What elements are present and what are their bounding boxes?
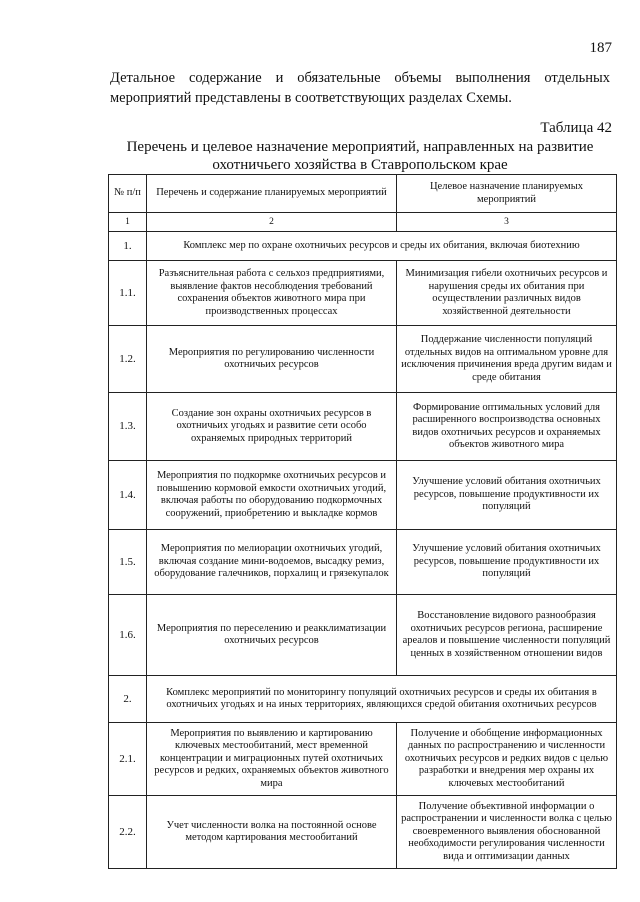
table-row xyxy=(109,796,617,869)
header-name: Перечень и содержание планируемых мероприятий xyxy=(147,175,397,213)
row-purpose: Восстановление видового разнообразия охотничьих ресурсов региона, расширение ареалов и повышение численности популяций ценных в хозяйственном отношении видов xyxy=(397,595,617,676)
column-number: 2 xyxy=(147,213,397,232)
row-num: 1.6. xyxy=(109,595,147,676)
section-row xyxy=(109,676,617,723)
row-purpose: Получение объективной информации о распространении и численности волка с целью своевременного выявления обоснованной необходимости регулирования численности вида и оптимизации данных xyxy=(397,796,617,869)
row-name: Мероприятия по выявлению и картированию ключевых местообитаний, мест временной концентрации и миграционных путей охотничьих ресурсов и редких, охраняемых объектов животного мира xyxy=(147,723,397,796)
column-number: 3 xyxy=(397,213,617,232)
row-num: 1.4. xyxy=(109,461,147,530)
row-name: Мероприятия по мелиорации охотничьих угодий, включая создание мини-водоемов, высадку ремиз, оборудование галечников, порхалищ и грязекупалок xyxy=(147,530,397,595)
table-label: Таблица 42 xyxy=(540,120,612,136)
row-name: Учет численности волка на постоянной основе методом картирования местообитаний xyxy=(147,796,397,869)
row-name: Мероприятия по переселению и реакклиматизации охотничьих ресурсов xyxy=(147,595,397,676)
column-number: 1 xyxy=(109,213,147,232)
row-name: Мероприятия по регулированию численности охотничьих ресурсов xyxy=(147,326,397,393)
table-header-row xyxy=(109,175,617,213)
header-purpose: Целевое назначение планируемых мероприятий xyxy=(397,175,617,213)
column-numbers-row xyxy=(109,213,617,232)
row-num: 1.1. xyxy=(109,261,147,326)
table-row xyxy=(109,595,617,676)
row-purpose: Формирование оптимальных условий для расширенного воспроизводства основных видов охотничьих ресурсов и охраняемых объектов животного мира xyxy=(397,393,617,461)
table-title: Перечень и целевое назначение мероприятий, направленных на развитие охотничьего хозяйства в Ставропольском крае xyxy=(126,139,594,173)
header-num: № п/п xyxy=(109,175,147,213)
section-text: Комплекс мер по охране охотничьих ресурсов и среды их обитания, включая биотехнию xyxy=(147,232,617,261)
intro-paragraph: Детальное содержание и обязательные объемы выполнения отдельных мероприятий представлены в соответствующих разделах Схемы. xyxy=(110,70,610,106)
table-row xyxy=(109,261,617,326)
row-num: 1.3. xyxy=(109,393,147,461)
table-row xyxy=(109,461,617,530)
row-purpose: Улучшение условий обитания охотничьих ресурсов, повышение продуктивности их популяций xyxy=(397,530,617,595)
row-name: Создание зон охраны охотничьих ресурсов в охотничьих угодьях и развитие сети особо охраняемых природных территорий xyxy=(147,393,397,461)
section-text: Комплекс мероприятий по мониторингу популяций охотничьих ресурсов и среды их обитания в охотничьих угодьях и на иных территориях, являющихся средой обитания охотничьих ресурсов xyxy=(147,676,617,723)
page-number: 187 xyxy=(589,40,612,56)
table-row xyxy=(109,530,617,595)
row-purpose: Улучшение условий обитания охотничьих ресурсов, повышение продуктивности их популяций xyxy=(397,461,617,530)
row-num: 2.2. xyxy=(109,796,147,869)
row-num: 1.2. xyxy=(109,326,147,393)
table-row xyxy=(109,393,617,461)
section-num: 1. xyxy=(109,232,147,261)
table-row xyxy=(109,326,617,393)
row-name: Мероприятия по подкормке охотничьих ресурсов и повышению кормовой емкости охотничьих угодий, включая работы по оборудованию подкормочных сооружений, приобретению и выкладке кормов xyxy=(147,461,397,530)
measures-table xyxy=(108,174,617,869)
row-purpose: Минимизация гибели охотничьих ресурсов и нарушения среды их обитания при осуществлении различных видов хозяйственной деятельности xyxy=(397,261,617,326)
row-name: Разъяснительная работа с сельхоз предприятиями, выявление фактов несоблюдения требований сохранения объектов животного мира при производственных процессах xyxy=(147,261,397,326)
row-purpose: Поддержание численности популяций отдельных видов на оптимальном уровне для исключения причинения вреда другим видам и среде обитания xyxy=(397,326,617,393)
section-num: 2. xyxy=(109,676,147,723)
row-num: 2.1. xyxy=(109,723,147,796)
section-row xyxy=(109,232,617,261)
row-num: 1.5. xyxy=(109,530,147,595)
table-row xyxy=(109,723,617,796)
row-purpose: Получение и обобщение информационных данных по распространению и численности охотничьих ресурсов и редких видов с целью разработки и внедрения мер охраны их ключевых местообитаний xyxy=(397,723,617,796)
